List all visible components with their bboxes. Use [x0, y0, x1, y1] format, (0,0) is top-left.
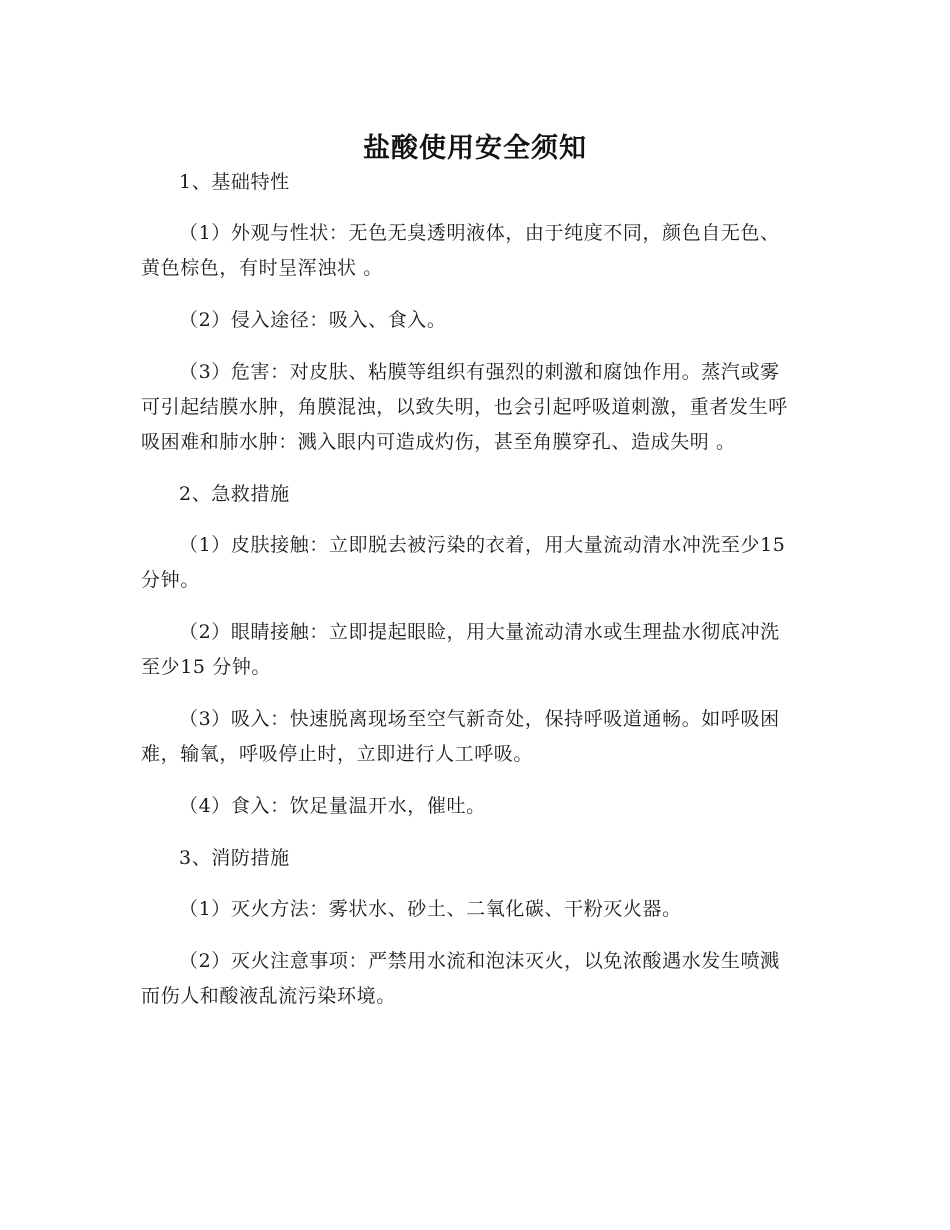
section-heading: 1、基础特性 [179, 171, 290, 193]
section-heading: 2、急救措施 [179, 483, 290, 505]
paragraph: （2）灭火注意事项：严禁用水流和泡沫灭火，以免浓酸遇水发生喷溅而伤人和酸液乱流污染环境。 [141, 950, 780, 1007]
page-title: 盐酸使用安全须知 [363, 133, 587, 165]
paragraph: （3）危害：对皮肤、粘膜等组织有强烈的刺激和腐蚀作用。蒸汽或雾可引起结膜水肿，角膜混浊，以致失明，也会引起呼吸道刺激，重者发生呼吸困难和肺水肿：溅入眼内可造成灼伤，甚至角膜穿孔、造成失明 。 [141, 361, 788, 453]
paragraph: （2）眼睛接触：立即提起眼睑，用大量流动清水或生理盐水彻底冲洗至少15 分钟。 [141, 621, 780, 678]
section-first-aid [141, 477, 795, 824]
section-basic-properties [141, 165, 795, 460]
paragraph: （2）侵入途径：吸入、食入。 [179, 309, 447, 331]
section-fire-fighting [141, 841, 795, 1014]
section-heading: 3、消防措施 [179, 847, 290, 869]
paragraph: （1）灭火方法：雾状水、砂土、二氧化碳、干粉灭火器。 [179, 898, 682, 920]
paragraph: （3）吸入：快速脱离现场至空气新奇处，保持呼吸道通畅。如呼吸困难，输氧，呼吸停止时，立即进行人工呼吸。 [141, 708, 780, 765]
paragraph: （1）外观与性状：无色无臭透明液体，由于纯度不同，颜色自无色、黄色棕色，有时呈浑浊状 。 [141, 222, 780, 279]
document-body [141, 165, 795, 1031]
paragraph: （1）皮肤接触：立即脱去被污染的衣着，用大量流动清水冲洗至少15分钟。 [141, 534, 786, 591]
paragraph: （4）食入：饮足量温开水，催吐。 [179, 795, 486, 817]
